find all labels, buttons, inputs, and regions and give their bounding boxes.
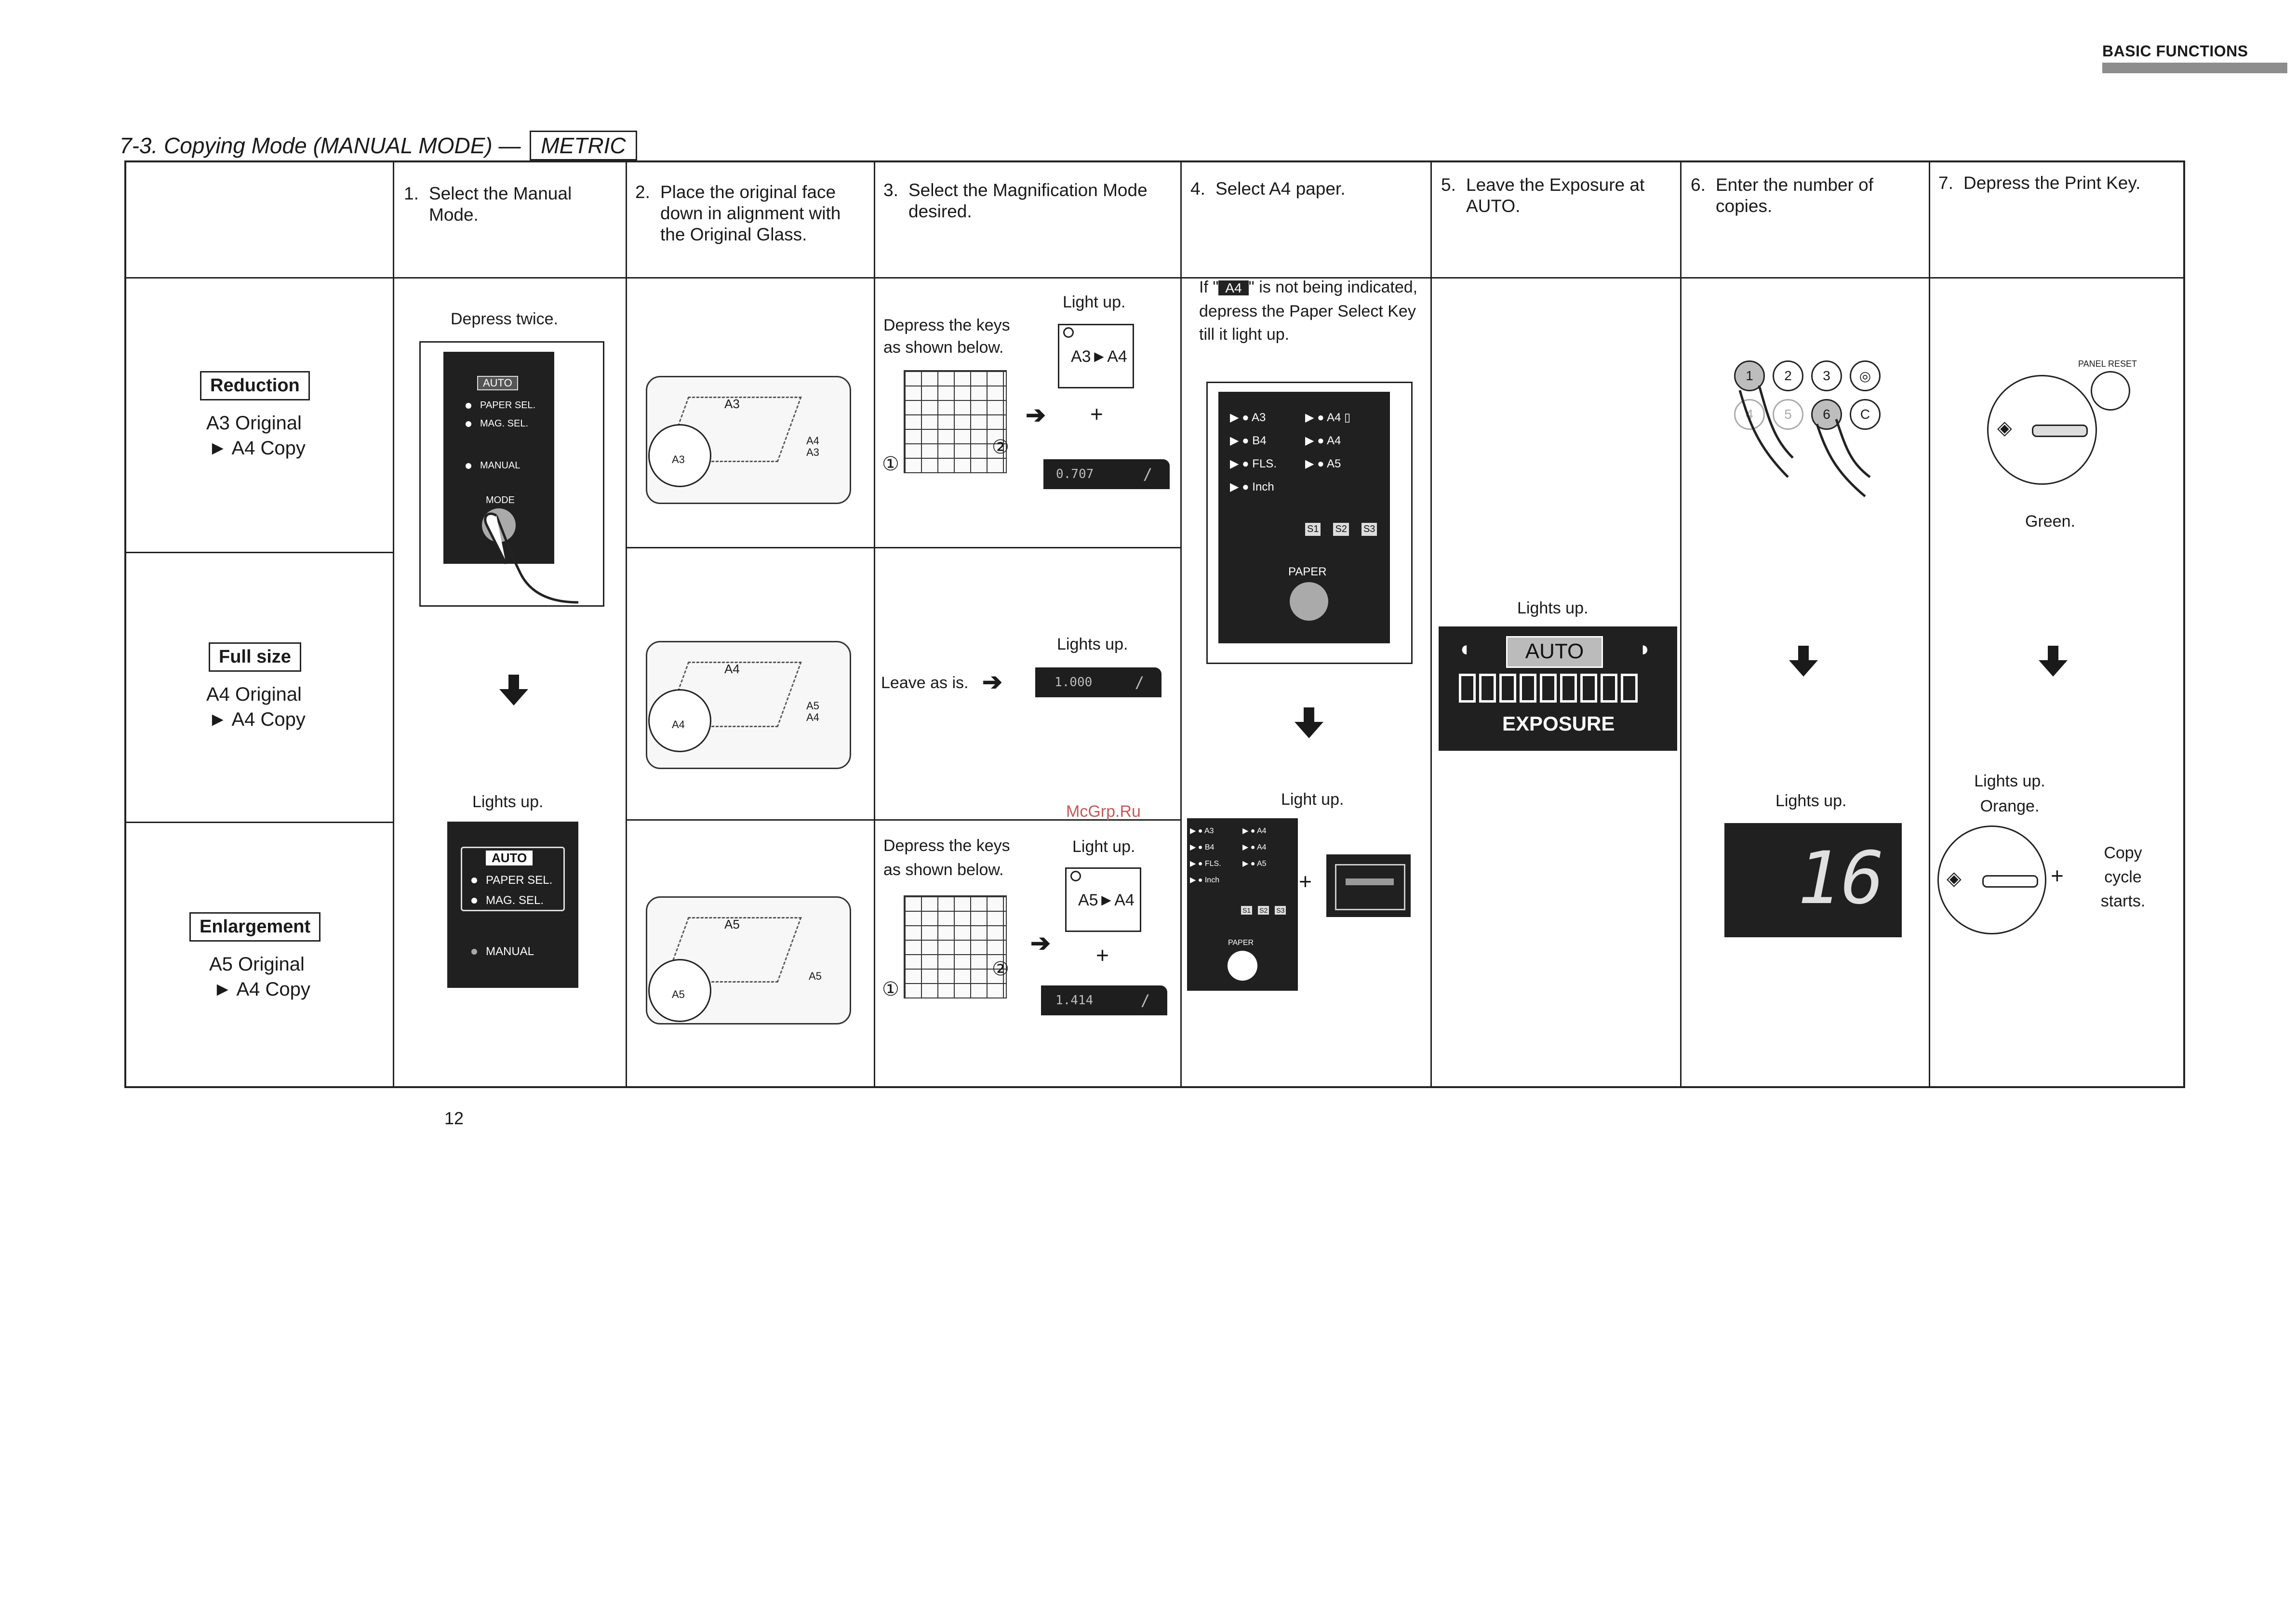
col-divider	[626, 160, 627, 1088]
step-3: 3. Select the Magnification Mode desired.	[883, 180, 1148, 221]
exposure-dark-icon: ◗	[1639, 637, 1652, 661]
mode-panel-result	[447, 822, 578, 988]
exposure-light-icon: ◖	[1458, 637, 1471, 661]
sheet-label: A5	[724, 917, 740, 931]
row-divider	[124, 822, 393, 823]
row-reduction-original: A3 Original	[206, 412, 302, 434]
col-divider	[1430, 160, 1432, 1088]
keypad-illustration	[904, 895, 1007, 998]
step-2: 2. Place the original face down in alignment with the Original Glass.	[635, 182, 841, 244]
row-enlarge-original: A5 Original	[209, 954, 305, 975]
header-rule	[2102, 63, 2287, 73]
exposure-panel	[1439, 626, 1677, 751]
watermark: McGrp.Ru	[1066, 802, 1141, 821]
row-enlarge-copy: ► A4 Copy	[213, 979, 310, 1000]
magnifier-callout: A4	[648, 689, 711, 752]
col-divider	[1680, 160, 1682, 1088]
paper-sel-indicator: PAPER SEL.	[471, 874, 552, 887]
step-6: 6. Enter the number of copies.	[1691, 175, 1874, 216]
tray-label: A5 A4	[806, 700, 819, 723]
step-marker-1: ①	[882, 979, 899, 1000]
sheet-label: A4	[724, 662, 740, 676]
paper-key[interactable]	[1228, 951, 1257, 981]
col6-lights-up: Lights up.	[1775, 792, 1847, 810]
copy-count-display	[1724, 823, 1902, 937]
step-marker-2: ②	[992, 958, 1009, 980]
step-marker-2: ②	[992, 437, 1009, 458]
header-divider	[124, 277, 2185, 279]
paper-tray-icon	[1326, 854, 1411, 917]
paper-size-list-right: ▶ ● A4 ▯ ▶ ● A4 ▶ ● A5	[1305, 411, 1351, 470]
col3-enlarge-light-up: Light up.	[1072, 838, 1135, 856]
keypad-illustration	[904, 370, 1007, 473]
numkey-3[interactable]: 3	[1811, 360, 1842, 391]
step-5: 5. Leave the Exposure at AUTO.	[1441, 175, 1645, 216]
numkey-4[interactable]: 4	[1734, 399, 1765, 430]
row-divider	[124, 552, 393, 553]
col3-full-instruction: Leave as is.	[881, 674, 969, 692]
mag-sel-indicator: MAG. SEL.	[466, 418, 528, 429]
arrow-right-icon: ➔	[982, 668, 1002, 695]
manual-indicator: MANUAL	[466, 460, 520, 471]
mag-sel-indicator: MAG. SEL.	[471, 894, 544, 907]
row-label-enlargement: Enlargement	[189, 912, 320, 942]
ratio-display: 0.707 /	[1043, 459, 1170, 489]
paper-select-note: If " A4 " is not being indicated, depress the Paper Select Key till it light up.	[1199, 278, 1418, 344]
magnifier-callout: A5	[648, 959, 711, 1022]
col-divider	[874, 160, 875, 1088]
paper-panel	[1218, 392, 1390, 643]
print-key-icon: ◈	[1947, 868, 1962, 889]
numkey-6[interactable]: 6	[1811, 399, 1842, 430]
hands-pressing-icon	[1721, 381, 1904, 506]
row-full-original: A4 Original	[206, 684, 302, 705]
step-7: 7. Depress the Print Key.	[1938, 173, 2141, 193]
arrow-right-icon: ➔	[1026, 401, 1046, 428]
numkey-2[interactable]: 2	[1773, 360, 1803, 391]
step-marker-1: ①	[882, 453, 899, 475]
col-divider	[393, 160, 394, 1088]
page-title	[120, 133, 637, 159]
row-full-copy: ► A4 Copy	[208, 709, 306, 730]
auto-indicator: AUTO	[477, 376, 518, 390]
print-key[interactable]	[1982, 875, 2038, 888]
numkey-interrupt[interactable]: ◎	[1850, 360, 1881, 391]
print-key-lit-callout	[1937, 825, 2046, 934]
panel-reset-label: PANEL RESET	[2078, 359, 2137, 369]
paper-panel-result: ▶ ● A3 ▶ ● B4 ▶ ● FLS. ▶ ● Inch ▶ ● A4 ▶ ● A4 ▶ ● A5 S1 S2 S3 PAPER	[1187, 818, 1298, 991]
arrow-right-icon: ➔	[1030, 930, 1051, 957]
plus-sign: +	[2051, 863, 2064, 888]
row-label-full-size: Full size	[209, 642, 301, 672]
plus-sign: +	[1096, 943, 1109, 968]
green-label: Green.	[2025, 512, 2075, 531]
page-number: 12	[444, 1108, 464, 1128]
mode-key-label: MODE	[486, 495, 515, 506]
tray-label: A4 A3	[806, 435, 819, 458]
panel-reset-key[interactable]	[2091, 371, 2130, 411]
exposure-label: EXPOSURE	[1502, 712, 1615, 735]
auto-indicator: AUTO	[1506, 636, 1603, 668]
numkey-5[interactable]: 5	[1773, 399, 1803, 430]
section-header: BASIC FUNCTIONS	[2102, 42, 2248, 60]
plus-sign: +	[1299, 869, 1312, 894]
ratio-display: 1.414 /	[1041, 985, 1167, 1015]
manual-indicator-lit: MANUAL	[471, 945, 534, 958]
row-label-reduction: Reduction	[200, 371, 310, 400]
step-4: 4. Select A4 paper.	[1190, 179, 1346, 199]
print-key[interactable]	[2032, 425, 2088, 437]
step-1: 1. Select the Manual Mode.	[404, 184, 572, 225]
sheet-label: A3	[724, 397, 740, 411]
exposure-scale	[1459, 674, 1638, 703]
paper-sel-indicator: PAPER SEL.	[466, 400, 535, 411]
ratio-display: 1.000 /	[1035, 667, 1161, 697]
numkey-1[interactable]: 1	[1734, 360, 1765, 391]
col-divider	[1180, 160, 1182, 1088]
depress-twice-text: Depress twice.	[451, 310, 558, 328]
paper-key[interactable]	[1290, 582, 1328, 621]
col7-lights-up: Lights up. Orange.	[1974, 772, 2045, 815]
enlarge-indicator: A5►A4	[1065, 867, 1141, 932]
print-key-icon: ◈	[1997, 417, 2012, 439]
paper-size-list-left: ▶ ● A3 ▶ ● B4 ▶ ● FLS. ▶ ● Inch	[1230, 411, 1277, 493]
row-reduction-copy: ► A4 Copy	[208, 438, 306, 459]
auto-indicator: AUTO	[486, 851, 533, 865]
numkey-clear[interactable]: C	[1850, 399, 1881, 430]
paper-key-label: PAPER	[1288, 565, 1327, 578]
col-divider	[1929, 160, 1930, 1088]
reduction-indicator: A3►A4	[1058, 324, 1134, 388]
row-divider	[626, 547, 1181, 548]
title-text: 7-3. Copying Mode (MANUAL MODE) —	[120, 133, 521, 158]
print-key-callout	[1987, 375, 2097, 485]
metric-badge: METRIC	[530, 131, 637, 160]
col3-reduction-instruction: Depress the keys as shown below.	[883, 316, 1010, 357]
copy-count: 16	[1797, 837, 1884, 920]
col3-full-light-up: Lights up.	[1057, 635, 1128, 653]
col5-lights-up: Lights up.	[1517, 599, 1589, 617]
col3-reduction-light-up: Light up.	[1063, 293, 1126, 311]
procedure-table	[124, 160, 2185, 1088]
copy-cycle-text: Copy cycle starts.	[2100, 844, 2146, 910]
s-keys: S1 S2 S3	[1305, 523, 1377, 536]
magnifier-callout: A3	[648, 424, 711, 487]
hand-pressing-icon	[463, 511, 607, 607]
tray-label: A5	[809, 970, 822, 982]
plus-sign: +	[1090, 401, 1103, 426]
col4-light-up: Light up.	[1281, 790, 1344, 809]
col1-lights-up: Lights up.	[472, 793, 544, 811]
col3-enlarge-instruction: Depress the keys as shown below.	[883, 837, 1010, 879]
